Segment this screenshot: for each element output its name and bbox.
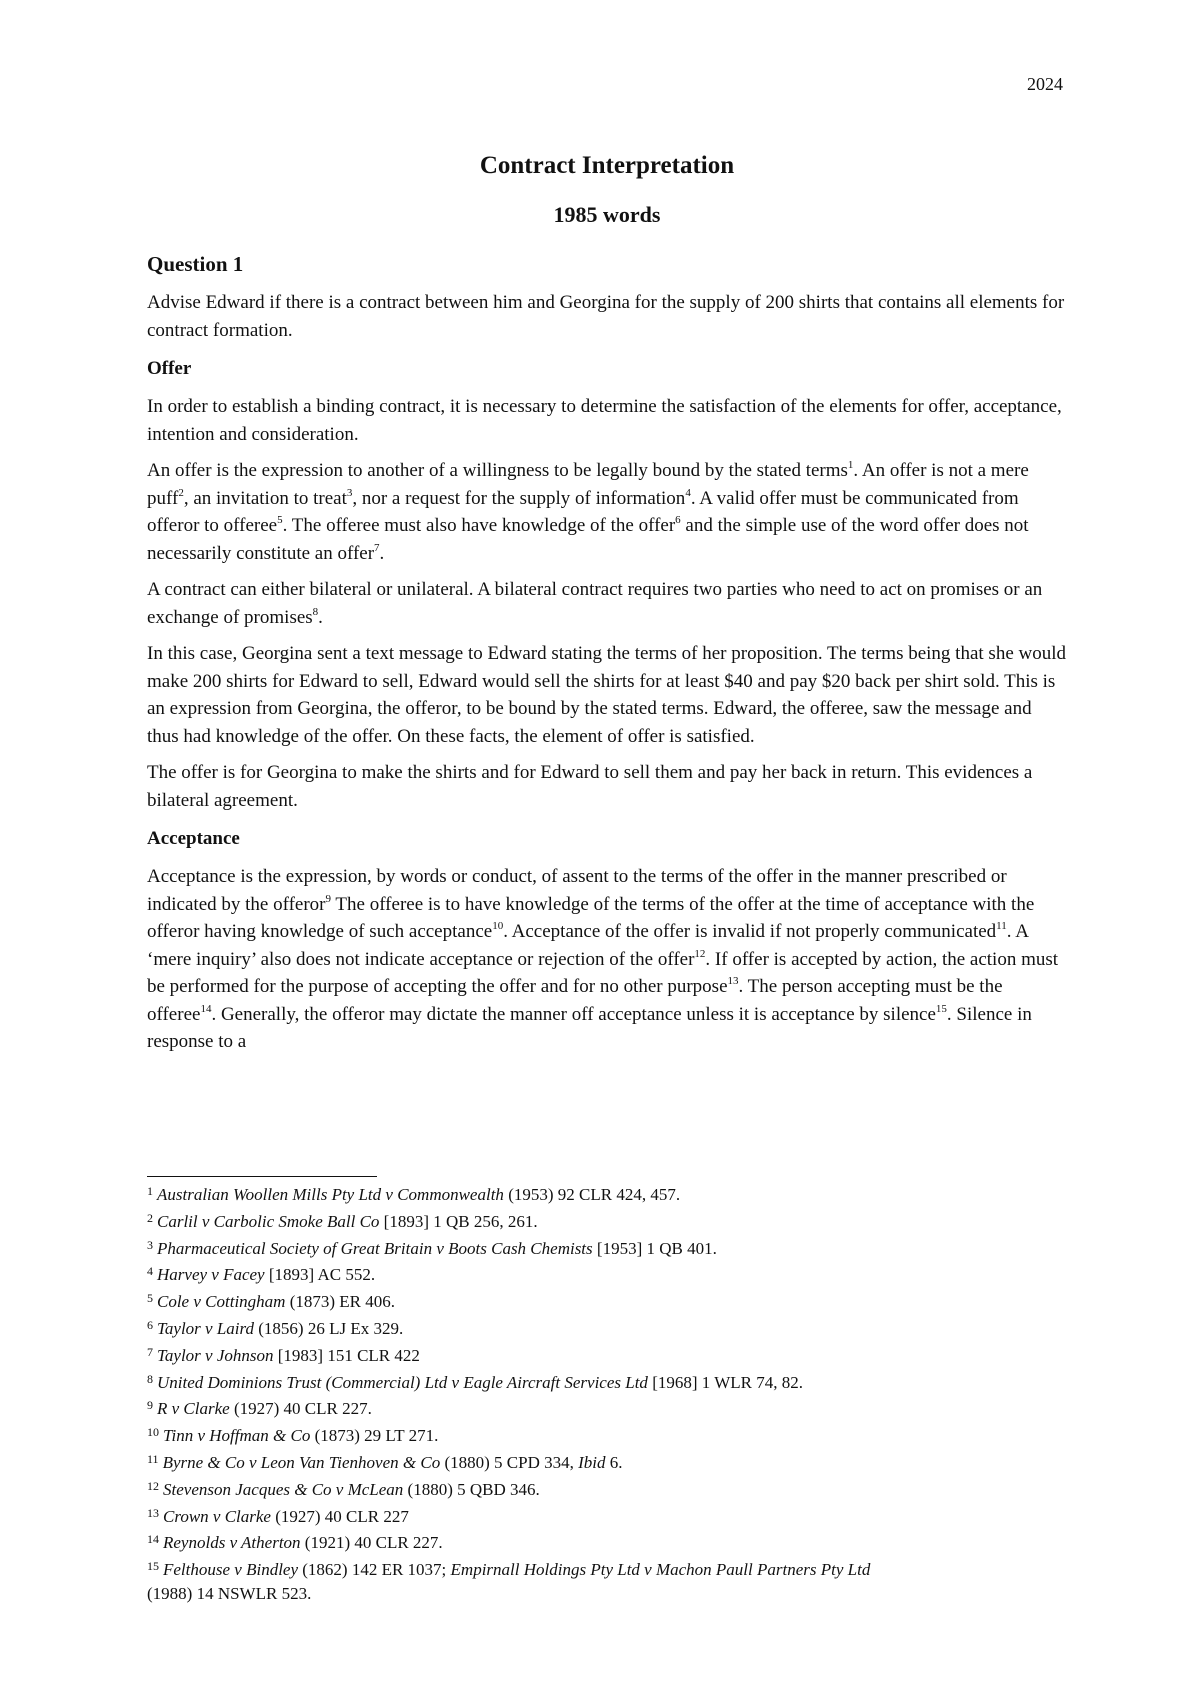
offer-paragraph-1: In order to establish a binding contract, it is necessary to determine the satisfaction of the elements for offer, acceptance, intention and consideration.	[147, 396, 1062, 445]
footnote-ref[interactable]: 10	[492, 920, 504, 932]
footnote-ref[interactable]: 8	[312, 605, 319, 618]
text-run: . A valid offer must be communicated from offeror to offeree	[147, 487, 1019, 536]
footnote-case: Reynolds v Atherton	[163, 1533, 301, 1553]
footnote-cite: (1880) 5 QBD 346.	[403, 1479, 540, 1499]
footnote	[147, 1394, 1067, 1421]
footnote-ref[interactable]: 3	[346, 486, 353, 499]
offer-paragraph-2	[147, 457, 1067, 567]
footnote-case: Taylor v Johnson	[157, 1345, 274, 1365]
footnote-case: Harvey v Facey	[157, 1265, 265, 1285]
text-run: . Acceptance of the offer is invalid if not properly communicated	[503, 921, 997, 942]
offer-heading: Offer	[147, 358, 192, 379]
footnote-case: Taylor v Laird	[157, 1318, 254, 1338]
footnote-number: 8	[147, 1371, 153, 1386]
document-title: Contract Interpretation	[479, 152, 735, 179]
offer-paragraph-3	[147, 576, 1067, 631]
footnote-case: Byrne & Co v Leon Van Tienhoven & Co	[162, 1452, 441, 1472]
footnote-cite: (1927) 40 CLR 227.	[229, 1399, 372, 1419]
footnote-cite: [1968] 1 WLR 74, 82.	[647, 1372, 803, 1392]
footnote-ref[interactable]: 15	[935, 1002, 947, 1015]
footnote-cite: (1927) 40 CLR 227	[270, 1506, 409, 1526]
footnote-case: Crown v Clarke	[163, 1506, 271, 1526]
footnote	[147, 1502, 1067, 1529]
footnote-number: 14	[147, 1532, 159, 1547]
text-run: .	[379, 542, 385, 564]
footnote-ref[interactable]: 14	[200, 1002, 212, 1015]
text-run: . A ‘mere inquiry’ also does not indicate acceptance or rejection of the offer	[147, 921, 1028, 970]
footnote-number: 4	[147, 1264, 153, 1279]
footnote-number: 15	[147, 1559, 159, 1574]
intro-paragraph: Advise Edward if there is a contract between him and Georgina for the supply of 200 shirts that contains all elements for contract formation.	[147, 292, 1065, 341]
footnote-number: 2	[147, 1210, 153, 1225]
footnote-ref[interactable]: 2	[178, 486, 184, 499]
footnote-number: 7	[147, 1344, 153, 1359]
footnote-number: 13	[147, 1505, 159, 1520]
text-run: . An offer is not a mere puff	[147, 460, 1029, 509]
footnote-case: Tinn v Hoffman & Co	[163, 1426, 311, 1446]
footnote-cite: (1880) 5 CPD 334,	[440, 1452, 579, 1472]
text-run: An offer is the expression to another of a willingness to be legally bound by the stated terms	[147, 460, 848, 481]
text-run: , an invitation to treat	[183, 487, 347, 509]
text-run: . The person accepting must be the offeree	[147, 976, 1003, 1025]
footnote-number: 6	[147, 1317, 153, 1332]
footnote	[147, 1287, 1067, 1314]
footnote-ref[interactable]: 12	[694, 947, 706, 960]
footnote-cite: (1856) 26 LJ Ex 329.	[254, 1318, 404, 1338]
footnote-cite: (1873) ER 406.	[285, 1292, 395, 1312]
footnote-case: Cole v Cottingham	[157, 1292, 286, 1312]
footnote-number: 10	[147, 1425, 159, 1440]
footnote-ref[interactable]: 4	[685, 486, 691, 499]
footnote	[147, 1368, 1067, 1395]
text-run: Acceptance is the expression, by words or conduct, of assent to the terms of the offer in the manner prescribed or indicated by the offeror	[147, 866, 1007, 915]
footnote	[147, 1421, 1067, 1448]
footnote	[147, 1207, 1067, 1234]
footnote	[147, 1234, 1067, 1261]
footnote-number: 1	[147, 1184, 153, 1198]
footnote	[147, 1555, 1067, 1606]
footnote	[147, 1448, 1067, 1475]
footnote	[147, 1475, 1067, 1502]
text-run: . The offeree must also have knowledge of the offer	[282, 515, 676, 536]
footnote-ref[interactable]: 1	[847, 459, 854, 471]
footnote	[147, 1341, 1067, 1368]
footnote-case: Stevenson Jacques & Co v McLean	[163, 1479, 404, 1499]
footnote-cite: [1893] AC 552.	[264, 1265, 376, 1285]
footnote-case: United Dominions Trust (Commercial) Ltd v Eagle Aircraft Services Ltd	[157, 1372, 648, 1392]
footnote-cite: [1953] 1 QB 401.	[592, 1238, 717, 1258]
text-run: The offeree is to have knowledge of the terms of the offer at the time of acceptance with the offeror having knowledge of such acceptance	[147, 893, 1035, 942]
question-heading: Question 1	[147, 252, 244, 276]
text-run: and the simple use of the word offer does not necessarily constitute an offer	[147, 515, 1029, 564]
footnote-ref[interactable]: 5	[277, 514, 283, 526]
text-run: , nor a request for the supply of information	[352, 487, 686, 509]
document-body	[147, 144, 1067, 1056]
footnotes-list	[147, 1180, 1067, 1606]
footnote-cite: (1873) 29 LT 271.	[310, 1426, 439, 1446]
footnote-ref[interactable]: 9	[325, 892, 331, 905]
footnote-ref[interactable]: 7	[374, 541, 380, 554]
offer-paragraph-5: The offer is for Georgina to make the shirts and for Edward to sell them and pay her back in return. This evidences a bilateral agreement.	[147, 762, 1033, 811]
footnote-number: 3	[147, 1237, 153, 1252]
acceptance-heading: Acceptance	[147, 828, 240, 849]
footnote-extra-italic: Empirnall Holdings Pty Ltd v Machon Paull Partners Pty Ltd	[450, 1560, 871, 1580]
text-run: .	[318, 606, 323, 628]
footnote-cite: (1862) 142 ER 1037;	[298, 1560, 451, 1580]
footnote	[147, 1528, 1067, 1555]
footnote-cite: [1983] 151 CLR 422	[273, 1345, 420, 1365]
footnote-ref[interactable]: 13	[727, 975, 739, 987]
acceptance-paragraph-1	[147, 863, 1067, 1056]
footnote-number: 9	[147, 1398, 153, 1413]
text-run: . Generally, the offeror may dictate the manner off acceptance unless it is acceptance by silence	[211, 1003, 936, 1025]
footnote	[147, 1180, 1067, 1207]
footnote	[147, 1260, 1067, 1287]
footnote-ref[interactable]: 6	[675, 514, 681, 526]
header-year: 2024	[1027, 74, 1063, 94]
footnote-ref[interactable]: 11	[996, 920, 1007, 932]
footnote-number: 5	[147, 1291, 153, 1306]
footnote-case: Pharmaceutical Society of Great Britain v Boots Cash Chemists	[157, 1238, 593, 1258]
footnote-cite: (1953) 92 CLR 424, 457.	[503, 1185, 681, 1204]
footnote-separator	[147, 1176, 377, 1177]
footnote-case: R v Clarke	[157, 1399, 230, 1419]
footnote	[147, 1314, 1067, 1341]
footnote-case: Carlil v Carbolic Smoke Ball Co	[157, 1211, 380, 1231]
offer-paragraph-4: In this case, Georgina sent a text message to Edward stating the terms of her proposition. The terms being that she would make 200 shirts for Edward to sell, Edward would sell the shirts for at least $40 and pay $20 back per shirt sold. This is an expression from Georgina, the offeror, to be bound by the stated terms. Edward, the offeree, saw the message and thus had knowledge of the offer. On these facts, the element of offer is satisfied.	[147, 643, 1067, 747]
footnote-number: 11	[147, 1451, 159, 1466]
footnote-cite: [1893] 1 QB 256, 261.	[379, 1211, 538, 1231]
word-count: 1985 words	[553, 202, 661, 227]
footnote-case: Australian Woollen Mills Pty Ltd v Commonwealth	[157, 1185, 504, 1204]
text-run: A contract can either bilateral or unilateral. A bilateral contract requires two parties who need to act on promises or an exchange of promises	[147, 579, 1043, 628]
text-run: . Silence in response to a	[147, 1003, 1032, 1052]
footnote-continuation: (1988) 14 NSWLR 523.	[147, 1583, 312, 1603]
footnote-case: Felthouse v Bindley	[163, 1560, 299, 1580]
text-run: . If offer is accepted by action, the action must be performed for the purpose of accepting the offer and for no other purpose	[147, 948, 1059, 997]
footnote-extra-italic: Ibid	[578, 1452, 606, 1472]
footnote-number: 12	[147, 1478, 159, 1493]
footnote-cite: (1921) 40 CLR 227.	[300, 1533, 443, 1553]
footnote-extra: 6.	[605, 1452, 623, 1472]
